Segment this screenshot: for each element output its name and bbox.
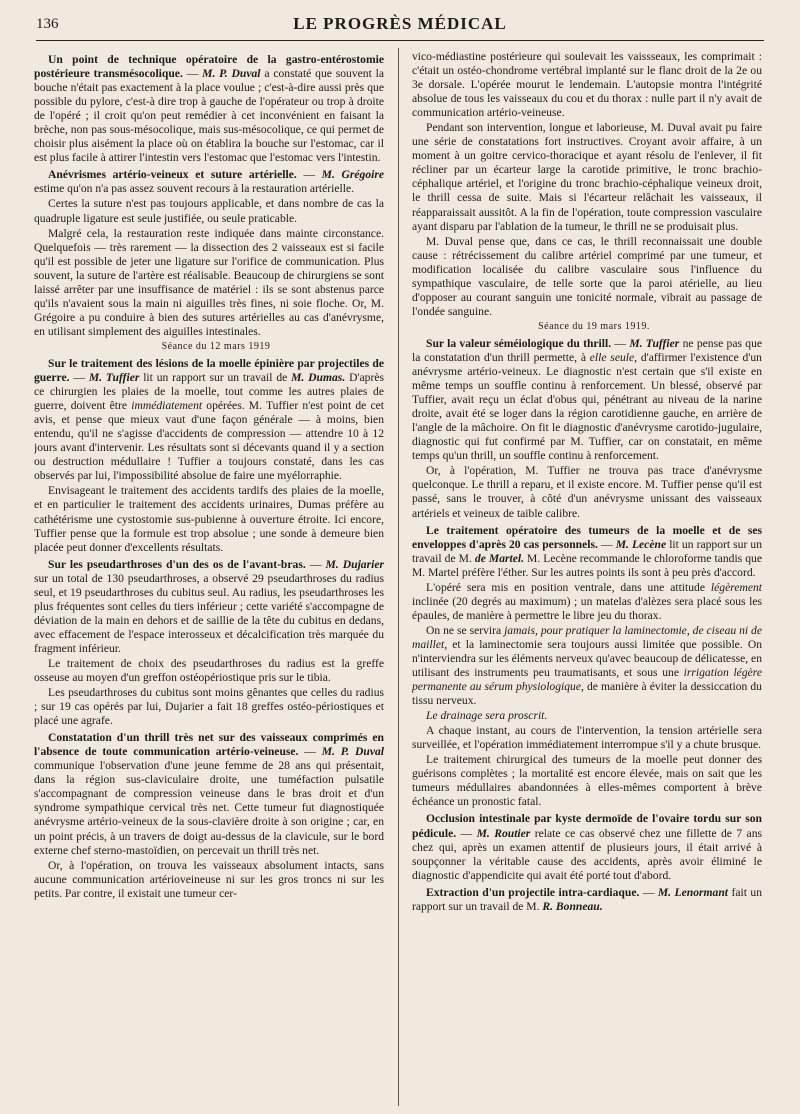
article-text: lit un rapport sur un travail de M.	[412, 537, 762, 565]
text: L'opéré sera mis en position ventrale, dans une attitude	[426, 580, 705, 594]
emphasis: elle seule,	[589, 350, 638, 364]
paragraph-continued: vico-médiastine postérieure qui soulevait les vaissseaux, les comprimait : c'était un ostéo-chondrome vertébral implanté sur le flanc droit de la 2e ou 3e dorsale. L'opérée mourut le lendemain. L'autopsie montra l'intégrité absolue de tous les vaisseaux du cou et du thorax : nulle part il n'y avait de communication artério-veineuse.	[412, 50, 762, 120]
text: de manière à éviter la dessiccation du tissu nerveux.	[412, 680, 762, 708]
page-header	[36, 14, 764, 36]
paragraph: Le traitement de choix des pseudarthroses du radius est la greffe osseuse au moyen d'un greffon ostéopériostique pris sur le tibia.	[34, 656, 384, 685]
paragraph: Pendant son intervention, longue et laborieuse, M. Duval avait pu faire une série de constatations fort instructives. Croyant avoir affaire, à un moment à un goitre cervico-thoracique et ayant résolu de l'enlever, il fit récliner par un écarteur large la carotide primitive, le tronc brachio-céphalique artériel, et l'origine du tronc brachio-céphalique veineux droit, le thrill cessa de suite. Mais si l'écarteur relâchait les vaisseaux, il réapparaissait aussitôt. A la fin de l'opération, toute compression vasculaire ayant disparu par l'ablation de la tumeur, le thrill ne se produisait plus.	[412, 121, 762, 233]
article-title: Sur les pseudarthroses d'un des os de l'avant-bras.	[48, 557, 306, 571]
paragraph	[412, 581, 762, 623]
paragraph: Or, à l'opération, on trouva les vaisseaux absolument intacts, sans aucune communication artérioveineuse ni sur les gros troncs ni sur les petits. Par contre, il existait une tumeur cer-	[34, 858, 384, 900]
article-title: Le traitement opératoire des tumeurs de la moelle et de ses enveloppes d'après 20 cas personnels.	[412, 523, 762, 551]
article-text: D'après ce chirurgien les plaies de la moelle, tout comme les autres plaies de guerre, doivent être	[34, 371, 384, 413]
text: inclinée (20 degrés au maximum) ; un matelas d'alèzes sera placé sous les épaules, de manière à permettre le libre jeu du thorax.	[412, 594, 762, 622]
left-column	[34, 50, 384, 1105]
right-column	[412, 50, 762, 1105]
article-author: M. Dumas.	[291, 371, 346, 385]
article-author: M. Lecène	[615, 537, 667, 551]
article-tumeurs-moelle: Le traitement opératoire des tumeurs de la moelle et de ses enveloppes d'après 20 cas personnels. — M. Lecène lit un rapport sur un travail de M. de Martel. M. Lecène recommande le chloroforme tandis que M. Martel préfère l'éther. Sur les autres points ils sont à peu près d'accord.	[412, 523, 762, 579]
article-text: communique l'observation d'une jeune femme de 28 ans qui présentait, dans la région sus-claviculaire droite, une tuméfaction pulsatile s'accompagnant de compression veineuse dans le bras droit et d'un syndrome sympathique cervical très net. Cette tumeur fut diagnostiquée anévrysme artério-veineux de la sous-clavière droite à son origine ; car, en un point précis, à un travers de doigt au-dessus de la clavicule, sur le bord externe chef sterno-mastoïdien, on percevait un thrill très net.	[34, 759, 384, 857]
article-author: M. Tuffier	[88, 371, 140, 385]
article-text: M. Lecène recommande le chloroforme tandis que M. Martel préfère l'éther. Sur les autres points ils sont à peu près d'accord.	[412, 551, 762, 579]
article-gastro-enterostomie: Un point de technique opératoire de la gastro-entérostomie postérieure transmésocolique. — M. P. Duval a constaté que souvent la bouche n'était pas exactement à la place voulue ; c'est-à-dire aussi près que possible du pylore, c'est-à dire trop à gauche de l'opérateur ou trop à droite de l'opéré ; il croit qu'on peut remédier à cet inconvénient en faisant la brèche, non pas sous-mésocolique, mais sus-mésocolique, ce qui permet de choisir plus aisément la place où on établira la bouche sur l'estomac, car il est plus facile à attirer l'intestin vers l'estomac que l'estomac vers l'intestin.	[34, 53, 384, 165]
journal-title: LE PROGRÈS MÉDICAL	[293, 14, 507, 33]
emphasis: immédiatement	[131, 399, 203, 413]
article-title: Sur le traitement des lésions de la moelle épinière par projectiles de guerre.	[34, 356, 384, 385]
paragraph: Envisageant le traitement des accidents tardifs des plaies de la moelle, et en particulier le traitement des accidents urinaires, Dumas préfère au cathétérisme une cystostomie sus-pubienne à ouverture étroite. Ici encore, Tuffier pense que la formule est trop absolue ; une sonde à demeure bien placée peut donner d'excellents résultats.	[34, 484, 384, 554]
emphasis: légèrement	[710, 580, 762, 594]
article-author: M. P. Duval	[202, 67, 261, 81]
article-occlusion: Occlusion intestinale par kyste dermoïde de l'ovaire tordu sur son pédicule. — M. Routier relate ce cas observé chez une fillette de 7 ans chez qui, après un examen attentif de plusieurs jours, il était arrivé à soupçonner la véritable cause des accidents, après avoir éliminé le diagnostic d'appendicite qui avait été porté tout d'abord.	[412, 812, 762, 882]
article-title: Extraction d'un projectile intra-cardiaque.	[426, 885, 640, 899]
article-title: Anévrismes artério-veineux et suture artérielle.	[48, 168, 297, 182]
column-divider	[398, 48, 399, 1106]
article-author: M. Lenormant	[657, 885, 729, 899]
article-title: Sur la valeur séméiologique du thrill.	[426, 336, 612, 350]
article-text: d'affirmer l'existence d'un anévrysme artério-veineux. Le diagnostic n'est certain que s'il existe en même temps un souffle continu à renforcement. Un blessé, observé par Tuffier, avait reçu un éclat d'obus qui, pénétrant au niveau de la narine droite, avait été se loger dans la région carotidienne gauche, en arrière de l'angle de la mâchoire. On fit le diagnostic d'anévrysme carotido-jugulaire, diagnostic qui fut confirmé par M. Tuffier, car on constatait, en même temps qu'un thrill, un souffle continu à renforcement.	[412, 350, 762, 463]
article-author: R. Bonneau.	[542, 899, 603, 913]
article-author: M. Tuffier	[629, 336, 680, 350]
article-author: de Martel.	[474, 551, 524, 565]
article-text: relate ce cas observé chez une fillette de 7 ans chez qui, après un examen attentif de plusieurs jours, il était arrivé à soupçonner la véritable cause des accidents, après avoir éliminé le diagnostic d'appendicite qui avait été porté tout d'abord.	[412, 826, 762, 882]
header-rule	[36, 40, 764, 41]
paragraph: M. Duval pense que, dans ce cas, le thrill reconnaissait une double cause : rétrécissement du calibre artériel comprimé par une tumeur, et modification localisée du calibre vasculaire sous l'influence du sympathique vasculaire, de telle sorte que la paroi atérielle, au lieu d'opposer au courant sanguin une tonicité normale, vibrait au passage de l'ondée sanguine.	[412, 234, 762, 318]
article-text: ne pense pas que la constatation d'un thrill permette, à	[412, 336, 762, 364]
article-projectile: Extraction d'un projectile intra-cardiaque. — M. Lenormant fait un rapport sur un travail de M. R. Bonneau.	[412, 885, 762, 913]
article-title: Constatation d'un thrill très net sur des vaisseaux comprimés en l'absence de toute communication artério-veineuse.	[34, 731, 384, 759]
session-heading: Séance du 19 mars 1919.	[538, 320, 650, 332]
page-number: 136	[36, 16, 59, 32]
article-text: lit un rapport sur un travail de	[143, 371, 288, 385]
article-text: a constaté que souvent la bouche n'était pas exactement à la place voulue ; c'est-à-dire aussi près que possible du pylore, c'est-à dire trop à gauche de l'opérateur ou trop à droite de l'opéré ; il croit qu'on peut remédier à cet inconvénient en faisant la brèche, non pas sous-mésocolique, mais sus-mésocolique, ce qui permet de choisir plus aisément la place où on établira la bouche sur l'estomac, car il est plus facile à attirer l'intestin vers l'estomac que l'estomac vers l'intestin.	[34, 67, 384, 165]
article-text: opérées. M. Tuffier n'est point de cet avis, et pense que mieux vaut d'une façon générale — à moins, bien entendu, qu'il ne s'agisse d'accidents de compression — attendre 10 à 12 jours avant d'intervenir. Les résultats sont si décevants quand il y a section ou destruction médullaire ! Tuffier a toujours constaté, dans les cas observés par lui, l'impossibilité absolue de faire une myélorraphie.	[34, 399, 384, 483]
article-thrill: Constatation d'un thrill très net sur des vaisseaux comprimés en l'absence de toute communication artério-veineuse. — M. P. Duval communique l'observation d'une jeune femme de 28 ans qui présentait, dans la région sus-claviculaire droite, une tuméfaction pulsatile s'accompagnant de compression veineuse dans le bras droit et d'un syndrome sympathique cervical très net. Cette tumeur fut diagnostiquée anévrysme artério-veineux de la sous-clavière droite à son origine ; car, en un point précis, à un travers de doigt au-dessus de la clavicule, sur le bord externe chef sterno-mastoïdien, on percevait un thrill très net.	[34, 731, 384, 857]
paragraph: Certes la suture n'est pas toujours applicable, et dans nombre de cas la quadruple ligature est seule justifiée, ou seule praticable.	[34, 197, 384, 225]
session-heading: Séance du 12 mars 1919	[161, 340, 271, 352]
article-title: Occlusion intestinale par kyste dermoïde de l'ovaire tordu sur son pédicule.	[412, 812, 762, 840]
article-title: Un point de technique opératoire de la gastro-entérostomie postérieure transmésocolique.	[34, 53, 384, 81]
article-text: sur un total de 130 pseudarthroses, a observé 29 pseudarthroses du radius seul, et 19 pseudarthroses du cubitus seul. Au radius, les pseudarthroses les plus fréquentes sont celles du tiers inférieur ; cette variété s'accompagne de déviation de la main en dehors et de saillie de la tête du cubitus en dedans, avec effacement de l'espace interosseux et décalcification très marquée du fragment inférieur.	[34, 571, 384, 655]
article-anevrismes: Anévrismes artério-veineux et suture artérielle. — M. Grégoire estime qu'on n'a pas assez souvent recours à la restauration artérielle.	[34, 168, 384, 196]
paragraph: Malgré cela, la restauration reste indiquée dans mainte circonstance. Quelquefois — très rarement — la dissection des 2 vaisseaux est si facile qu'il est possible de jeter une ligature sur l'orifice de communication. Plus souvent, la suture de l'artère est réalisable. Beaucoup de chirurgiens se sont laissé arrêter par une insuffisance de matériel : ils se sont abstenus parce qu'ils n'avaient sous la main ni aiguilles très fines, ni soie floche. Or, M. Grégoire a pu conduire à bien des sutures artérielles au cas d'anévrysme, en utilisant simplement des aiguilles intestinales.	[34, 226, 384, 338]
paragraph: A chaque instant, au cours de l'intervention, la tension artérielle sera surveillée, et l'opération immédiatement interrompue s'il y a chute brusque.	[412, 724, 762, 752]
article-text: fait un rapport sur un travail de M.	[412, 885, 762, 913]
text: On ne se servira	[426, 623, 502, 637]
article-author: M. Routier	[476, 826, 531, 840]
text: et la laminectomie sera toujours aussi limitée que possible. On n'interviendra sur les éléments nerveux qu'avec beaucoup de délicatesse, en utilisant des instruments peu traumatisants, et sous une	[412, 637, 762, 680]
paragraph: Or, à l'opération, M. Tuffier ne trouva pas trace d'anévrysme quelconque. Le thrill a reparu, et il existe encore. M. Tuffier pense qu'il est passé, sans le trouver, à côté d'un anévrysme unissant des vaisseaux artériels et veineux de taible calibre.	[412, 464, 762, 520]
article-valeur-thrill: Sur la valeur séméiologique du thrill. — M. Tuffier ne pense pas que la constatation d'un thrill permette, à elle seule, d'affirmer l'existence d'un anévrysme artério-veineux. Le diagnostic n'est certain que s'il existe en même temps un souffle continu à renforcement. Un blessé, observé par Tuffier, avait reçu un éclat d'obus qui, pénétrant au niveau de la narine droite, avait été se loger dans la région carotidienne gauche, en arrière de l'angle de la mâchoire. On fit le diagnostic d'anévrysme carotido-jugulaire, diagnostic qui fut confirmé par M. Tuffier, car on constatait, en même temps qu'un thrill, un souffle continu à renforcement.	[412, 336, 762, 463]
article-author: M. Dujarier	[325, 557, 384, 571]
emphasis: irrigation légère permanente au sérum physiologique,	[412, 666, 762, 694]
article-pseudarthroses: Sur les pseudarthroses d'un des os de l'avant-bras. — M. Dujarier sur un total de 130 pseudarthroses, a observé 29 pseudarthroses du radius seul, et 19 pseudarthroses du cubitus seul. Au radius, les pseudarthroses les plus fréquentes sont celles du tiers inférieur ; cette variété s'accompagne de déviation de la main en dehors et de saillie de la tête du cubitus en dedans, avec effacement de l'espace interosseux et décalcification très marquée du fragment inférieur.	[34, 557, 384, 655]
paragraph: Le traitement chirurgical des tumeurs de la moelle peut donner des guérisons complètes ; la mortalité est encore élevée, mais on sait que les tumeurs médullaires abandonnées à elles-mêmes comportent à brève échéance un pronostic fatal.	[412, 753, 762, 809]
emphasis: jamais, pour pratiquer la laminectomie, de ciseau ni de maillet,	[412, 623, 762, 651]
article-moelle-epiniere: Sur le traitement des lésions de la moelle épinière par projectiles de guerre. — M. Tuffier lit un rapport sur un travail de M. Dumas. D'après ce chirurgien les plaies de la moelle, tout comme les autres plaies de guerre, doivent être immédiatement opérées. M. Tuffier n'est point de cet avis, et pense que mieux vaut d'une façon générale — à moins, bien entendu, qu'il ne s'agisse d'accidents de compression — attendre 10 à 12 jours avant d'intervenir. Les résultats sont si décevants quand il y a section ou destruction médullaire ! Tuffier a toujours constaté, dans les cas observés par lui, l'impossibilité absolue de faire une myélorraphie.	[34, 356, 384, 483]
article-text: estime qu'on n'a pas assez souvent recours à la restauration artérielle.	[34, 182, 354, 196]
paragraph: Le drainage sera proscrit.	[426, 709, 548, 723]
article-author: M. Grégoire	[321, 168, 384, 182]
paragraph	[412, 624, 762, 708]
article-author: M. P. Duval	[321, 745, 384, 759]
paragraph: Les pseudarthroses du cubitus sont moins gênantes que celles du radius ; sur 19 cas opérés par lui, Dujarier a fait 18 greffes ostéo-périostiques et placé une agrafe.	[34, 686, 384, 728]
